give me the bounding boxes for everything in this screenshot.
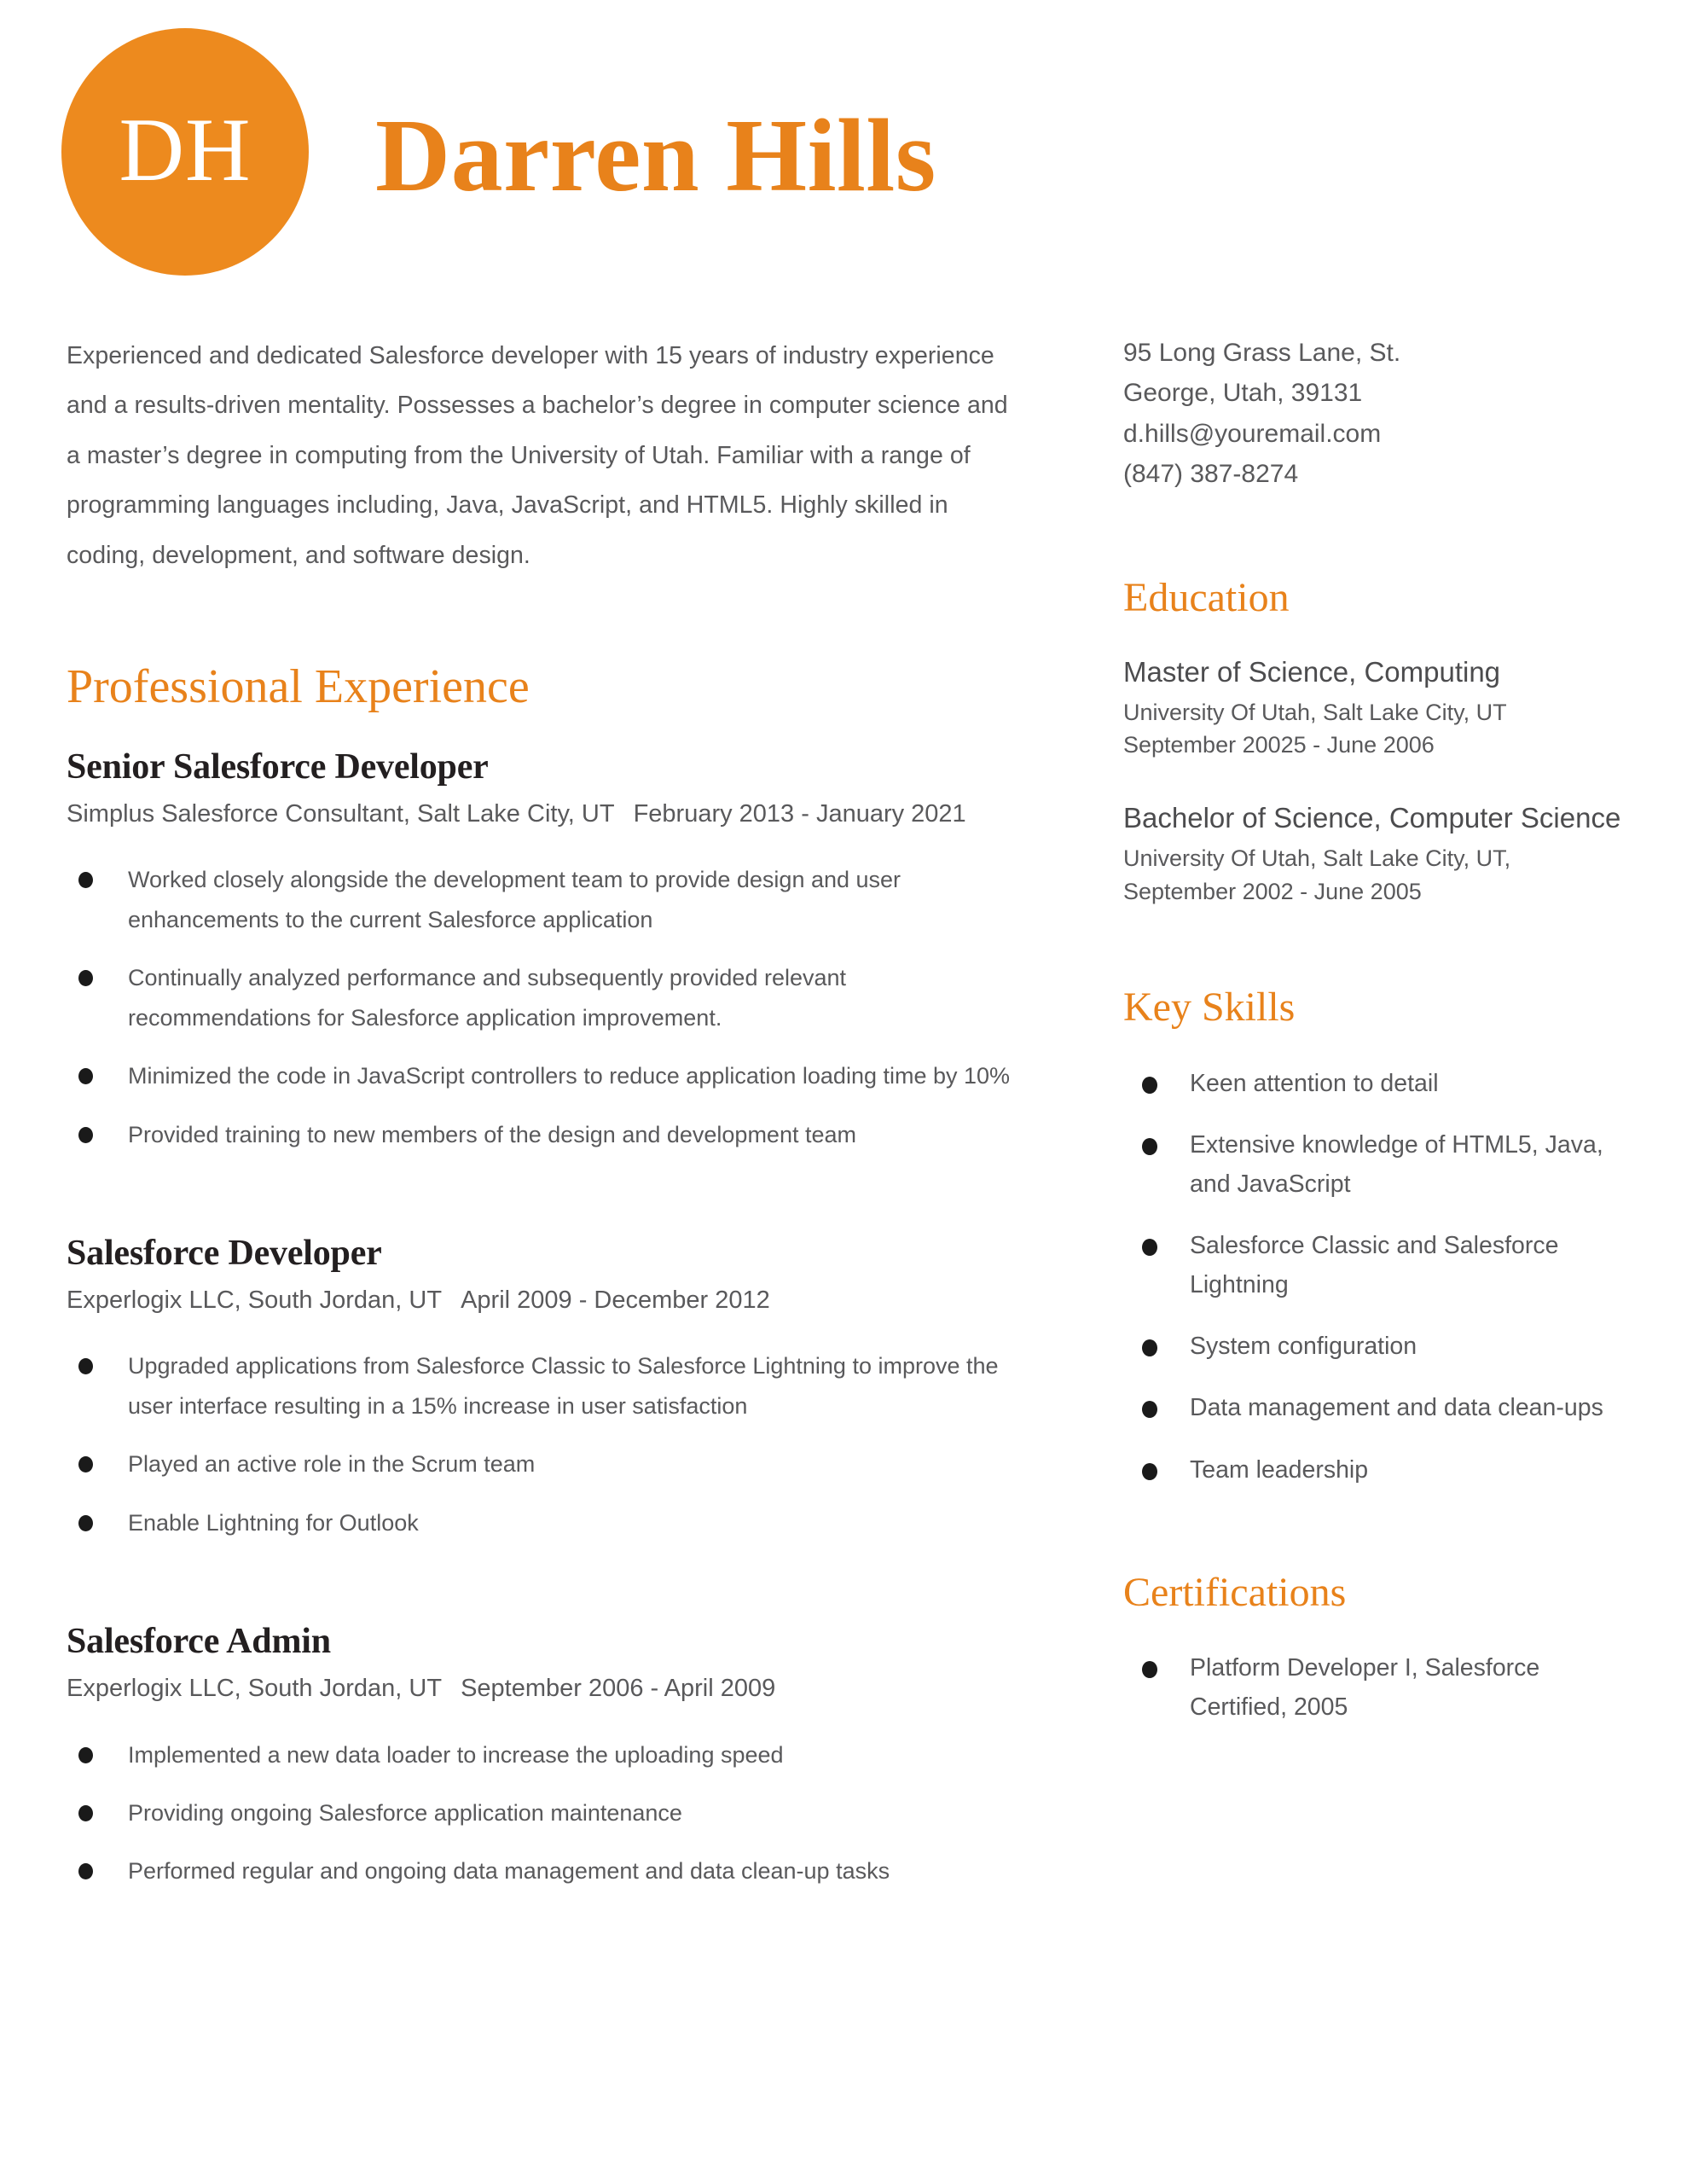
section-heading-experience: Professional Experience	[67, 660, 530, 714]
sidebar-column	[1060, 331, 1626, 1727]
job-company: Simplus Salesforce Consultant, Salt Lake City, UT	[67, 800, 615, 828]
list-item: Provided training to new members of the design and development team	[67, 1115, 1017, 1154]
education-entry	[1123, 653, 1626, 762]
job-dates: September 2006 - April 2009	[461, 1675, 776, 1703]
education-degree: Master of Science, Computing	[1123, 655, 1501, 688]
avatar-initials: DH	[119, 100, 252, 200]
contact-email[interactable]: d.hills@youremail.com	[1123, 419, 1382, 448]
education-dates: September 20025 - June 2006	[1123, 732, 1435, 758]
contact-phone[interactable]: (847) 387-8274	[1123, 460, 1299, 489]
job-meta	[67, 1672, 1017, 1705]
job-bullet-list	[67, 860, 1017, 1154]
job-bullet-list	[67, 1346, 1017, 1542]
experience-entry	[67, 746, 1017, 1154]
experience-entry	[67, 1233, 1017, 1542]
list-item: Providing ongoing Salesforce application maintenance	[67, 1793, 1017, 1833]
list-item: Played an active role in the Scrum team	[67, 1444, 1017, 1484]
job-dates: February 2013 - January 2021	[633, 800, 966, 828]
job-meta	[67, 798, 1017, 831]
job-title: Senior Salesforce Developer	[67, 746, 489, 787]
list-item: Continually analyzed performance and subsequently provided relevant recommendations for Salesforce application improvement.	[67, 958, 1017, 1037]
education-degree: Bachelor of Science, Computer Science	[1123, 802, 1621, 834]
education-school: University Of Utah, Salt Lake City, UT	[1123, 699, 1507, 725]
resume-header	[67, 0, 1626, 264]
key-skills-list	[1123, 1064, 1626, 1490]
section-heading-key-skills: Key Skills	[1123, 985, 1296, 1031]
job-title: Salesforce Admin	[67, 1622, 331, 1662]
professional-summary: Experienced and dedicated Salesforce developer with 15 years of industry experience and a results-driven mentality. Possesses a bachelor’s degree in computer science and a master’s degree in computing from the University of Utah. Familiar with a range of programming languages including, Java, JavaScript, and HTML5. Highly skilled in coding, development, and software design.	[67, 342, 1008, 569]
education-school: University Of Utah, Salt Lake City, UT,	[1123, 845, 1511, 871]
section-heading-education: Education	[1123, 574, 1290, 620]
job-company: Experlogix LLC, South Jordan, UT	[67, 1287, 443, 1315]
list-item: Performed regular and ongoing data management and data clean-up tasks	[67, 1851, 1017, 1891]
list-item: Enable Lightning for Outlook	[67, 1503, 1017, 1542]
education-entry	[1123, 799, 1626, 908]
experience-entry	[67, 1621, 1017, 1891]
list-item: Worked closely alongside the development team to provide design and user enhancements to the current Salesforce application	[67, 860, 1017, 939]
list-item: Extensive knowledge of HTML5, Java, and JavaScript	[1123, 1125, 1626, 1204]
contact-address-line-2: George, Utah, 39131	[1123, 379, 1363, 408]
certifications-list	[1123, 1648, 1626, 1727]
job-meta	[67, 1284, 1017, 1317]
section-heading-certifications: Certifications	[1123, 1569, 1347, 1615]
list-item: Salesforce Classic and Salesforce Lightning	[1123, 1226, 1626, 1304]
list-item: Platform Developer I, Salesforce Certified, 2005	[1123, 1648, 1626, 1727]
list-item: System configuration	[1123, 1327, 1626, 1366]
page-title: Darren Hills	[375, 98, 936, 213]
list-item: Keen attention to detail	[1123, 1064, 1626, 1103]
list-item: Minimized the code in JavaScript controllers to reduce application loading time by 10%	[67, 1056, 1017, 1095]
resume-body	[67, 331, 1626, 1891]
contact-block	[1123, 331, 1626, 495]
main-column	[67, 331, 1060, 1891]
job-company: Experlogix LLC, South Jordan, UT	[67, 1675, 443, 1703]
list-item: Upgraded applications from Salesforce Classic to Salesforce Lightning to improve the user interface resulting in a 15% increase in user satisfaction	[67, 1346, 1017, 1426]
list-item: Team leadership	[1123, 1450, 1626, 1490]
contact-address-line-1: 95 Long Grass Lane, St.	[1123, 339, 1401, 367]
avatar	[61, 28, 309, 276]
list-item: Implemented a new data loader to increase the uploading speed	[67, 1735, 1017, 1774]
education-dates: September 2002 - June 2005	[1123, 878, 1422, 904]
job-dates: April 2009 - December 2012	[461, 1287, 770, 1315]
list-item: Data management and data clean-ups	[1123, 1388, 1626, 1427]
job-bullet-list	[67, 1735, 1017, 1891]
job-title: Salesforce Developer	[67, 1233, 382, 1273]
